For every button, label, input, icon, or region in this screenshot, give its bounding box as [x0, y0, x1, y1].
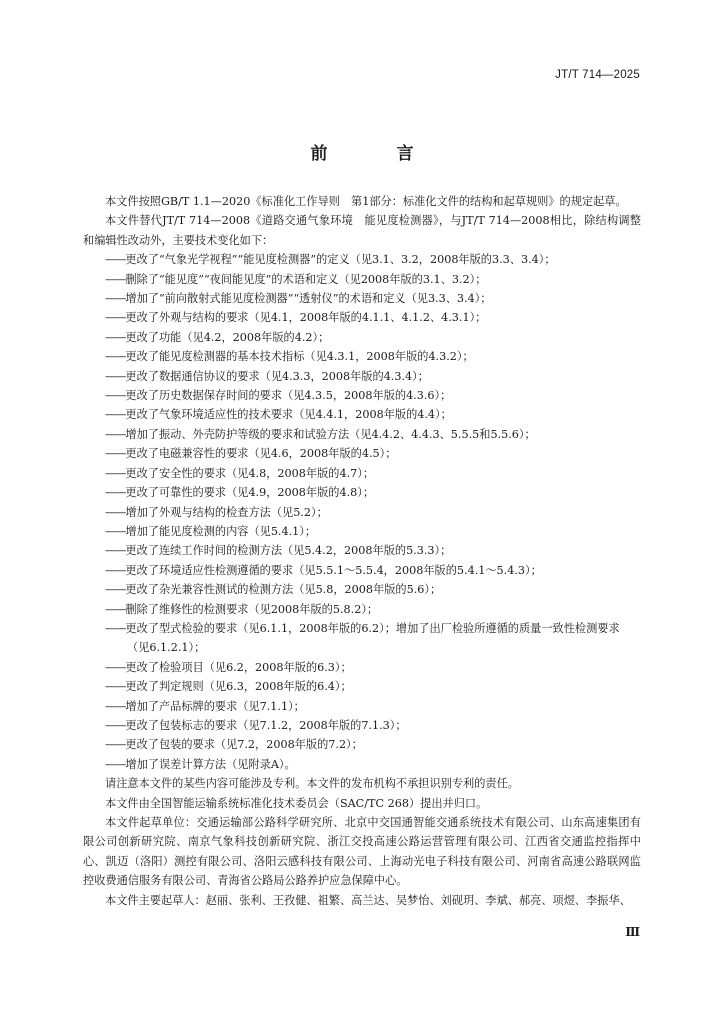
dash-marker: —— [105, 660, 126, 674]
dash-marker: —— [105, 427, 126, 441]
dash-marker: —— [105, 699, 126, 713]
list-item [83, 561, 641, 580]
list-item [83, 444, 641, 463]
list-item [83, 270, 641, 289]
list-item [83, 425, 641, 444]
dash-marker: —— [105, 563, 126, 577]
list-item [83, 619, 641, 658]
list-item [83, 541, 641, 560]
dash-marker: —— [105, 621, 126, 635]
dash-marker: —— [105, 350, 126, 364]
list-item-text: 更改了可靠性的要求（见4.9，2008年版的4.8）； [125, 486, 375, 500]
dash-marker: —— [105, 602, 126, 616]
list-item-text: 更改了环境适应性检测遵循的要求（见5.5.1～5.5.4，2008年版的5.4.1～5.4.3）； [125, 563, 542, 577]
paragraph-replacement: 本文件替代JT/T 714—2008《道路交通气象环境 能见度检测器》，与JT/T 714—2008相比，除结构调整和编辑性改动外，主要技术变化如下： [83, 214, 641, 247]
list-item [83, 522, 641, 541]
list-item-text: 更改了电磁兼容性的要求（见4.6，2008年版的4.5）； [125, 447, 397, 461]
dash-marker: —— [105, 583, 126, 597]
list-item [83, 289, 641, 308]
list-item-text: 更改了数据通信协议的要求（见4.3.3，2008年版的4.3.4）； [125, 369, 429, 383]
dash-marker: —— [105, 253, 126, 267]
list-item [83, 503, 641, 522]
paragraph-patent-notice: 请注意本文件的某些内容可能涉及专利。本文件的发布机构不承担识别专利的责任。 [105, 777, 519, 791]
list-item [83, 735, 641, 754]
dash-marker: —— [105, 408, 126, 422]
standard-number: JT/T 714—2025 [555, 69, 640, 81]
dash-marker: —— [105, 369, 126, 383]
list-item-text: 删除了“能见度”“夜间能见度”的术语和定义（见2008年版的3.1、3.2）； [125, 272, 487, 286]
list-item-text: 增加了误差计算方法（见附录A）。 [125, 757, 296, 771]
list-item-text: 增加了外观与结构的检查方法（见5.2）； [125, 505, 328, 519]
list-item [83, 658, 641, 677]
list-item [83, 386, 641, 405]
list-item-text: 更改了判定规则（见6.3，2008年版的6.4）； [125, 680, 352, 694]
technical-changes-list [83, 250, 641, 774]
page-number: Ⅲ [625, 925, 640, 939]
list-item [83, 308, 641, 327]
list-item-text: 更改了检验项目（见6.2，2008年版的6.3）； [125, 660, 352, 674]
list-item [83, 483, 641, 502]
dash-marker: —— [105, 447, 126, 461]
list-item [83, 328, 641, 347]
list-item-text: 更改了包装标志的要求（见7.1.2，2008年版的7.1.3）； [125, 718, 407, 732]
list-item [83, 600, 641, 619]
dash-marker: —— [105, 524, 126, 538]
list-item [83, 347, 641, 366]
list-item-text: 增加了产品标牌的要求（见7.1.1）； [125, 699, 305, 713]
page-title: 前 言 [310, 144, 440, 164]
list-item-text: 更改了包装的要求（见7.2，2008年版的7.2）； [125, 738, 363, 752]
dash-marker: —— [105, 738, 126, 752]
list-item-text: 更改了“气象光学视程”“能见度检测器”的定义（见3.1、3.2，2008年版的3.3、3.4）； [125, 253, 556, 267]
dash-marker: —— [105, 292, 126, 306]
list-item-text: 更改了安全性的要求（见4.8，2008年版的4.7）； [125, 466, 375, 480]
dash-marker: —— [105, 757, 126, 771]
list-item-text: 更改了杂光兼容性测试的检测方法（见5.8，2008年版的5.6）； [125, 583, 442, 597]
dash-marker: —— [105, 311, 126, 325]
paragraph-drafting-units: 本文件起草单位：交通运输部公路科学研究所、北京中交国通智能交通系统技术有限公司、山东高速集团有限公司创新研究院、南京气象科技创新研究院、浙江交投高速公路运营管理有限公司、江西省交通监控指挥中心、凯迈（洛阳）测控有限公司、洛阳云感科技有限公司、上海动光电子科技有限公司、河南省高速公路联网监控收费通信服务有限公司、青海省公路局公路养护应急保障中心。 [83, 816, 641, 888]
list-item [83, 677, 641, 696]
list-item [83, 464, 641, 483]
list-item [83, 755, 641, 774]
list-item [83, 697, 641, 716]
dash-marker: —— [105, 466, 126, 480]
foreword-body [83, 192, 641, 910]
dash-marker: —— [105, 505, 126, 519]
list-item [83, 716, 641, 735]
dash-marker: —— [105, 680, 126, 694]
list-item-text: 增加了能见度检测的内容（见5.4.1）； [125, 524, 317, 538]
list-item [83, 250, 641, 269]
list-item-text: 更改了连续工作时间的检测方法（见5.4.2，2008年版的5.3.3）； [125, 544, 452, 558]
list-item-text: 更改了历史数据保存时间的要求（见4.3.5，2008年版的4.3.6）； [125, 389, 452, 403]
list-item [83, 405, 641, 424]
dash-marker: —— [105, 272, 126, 286]
dash-marker: —— [105, 718, 126, 732]
dash-marker: —— [105, 330, 126, 344]
list-item-text: 删除了维修性的检测要求（见2008年版的5.8.2）； [125, 602, 379, 616]
dash-marker: —— [105, 389, 126, 403]
list-item-text: 增加了“前向散射式能见度检测器”“透射仪”的术语和定义（见3.3、3.4）； [125, 292, 492, 306]
list-item-text: 更改了气象环境适应性的技术要求（见4.4.1，2008年版的4.4）； [125, 408, 452, 422]
list-item-text: 更改了型式检验的要求（见6.1.1，2008年版的6.2）；增加了出厂检验所遵循的质量一致性检测要求（见6.1.2.1）； [125, 621, 620, 655]
paragraph-drafting-rules: 本文件按照GB/T 1.1—2020《标准化工作导则 第1部分：标准化文件的结构和起草规则》的规定起草。 [105, 195, 627, 208]
list-item-text: 增加了振动、外壳防护等级的要求和试验方法（见4.4.2、4.4.3、5.5.5和5.5.6）； [125, 427, 536, 441]
list-item [83, 580, 641, 599]
list-item [83, 367, 641, 386]
dash-marker: —— [105, 544, 126, 558]
paragraph-committee: 本文件由全国智能运输系统标准化技术委员会（SAC/TC 268）提出并归口。 [105, 796, 488, 810]
list-item-text: 更改了能见度检测器的基本技术指标（见4.3.1，2008年版的4.3.2）； [125, 350, 474, 364]
list-item-text: 更改了功能（见4.2，2008年版的4.2）； [125, 330, 330, 344]
list-item-text: 更改了外观与结构的要求（见4.1，2008年版的4.1.1、4.1.2、4.3.1）； [125, 311, 487, 325]
paragraph-drafters: 本文件主要起草人：赵丽、张利、王孜健、祖繁、高兰达、吴梦怡、刘砚玥、李斌、郝亮、项煜、李振华、 [105, 893, 631, 907]
dash-marker: —— [105, 486, 126, 500]
